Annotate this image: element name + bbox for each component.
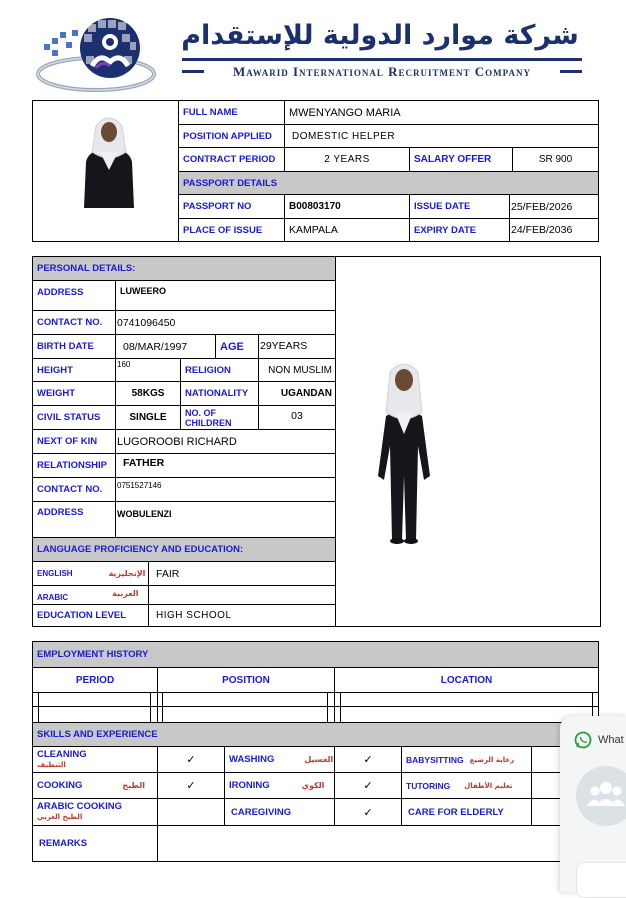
chat-widget-panel[interactable] [560, 716, 626, 892]
employment-header: EMPLOYMENT HISTORY [32, 641, 599, 668]
full-name-label: FULL NAME [178, 100, 285, 125]
arabic-label: ARABIC [37, 593, 69, 602]
cooking-arabic-label: الطبخ [122, 781, 145, 790]
contact-no-2-value: 0751527146 [115, 477, 336, 502]
ironing-label-cell [224, 772, 335, 799]
personal-details-header: PERSONAL DETAILS: [32, 256, 336, 281]
age-value: 29YEARS [258, 334, 336, 359]
address-value: LUWEERO [115, 280, 336, 311]
header-divider [182, 58, 582, 61]
employment-col-divider-2 [157, 692, 158, 723]
expiry-date-value: 24/FEB/2036 [509, 218, 599, 242]
company-arabic-name: شركة موارد الدولية للإستقدام [181, 20, 579, 51]
contract-value: 2 YEARS [284, 147, 410, 172]
arabic-label-cell [32, 585, 149, 605]
passport-details-header: PASSPORT DETAILS [178, 171, 599, 195]
chat-widget-text[interactable]: What [598, 734, 624, 746]
caregiving-label: CAREGIVING [224, 798, 335, 826]
weight-label: WEIGHT [32, 381, 116, 406]
next-of-kin-value: LUGOROOBI RICHARD [115, 429, 336, 454]
issue-date-label: ISSUE DATE [409, 194, 510, 219]
position-label: POSITION APPLIED [178, 124, 285, 148]
ironing-arabic-label: الكوي [301, 781, 325, 790]
relationship-label: RELATIONSHIP [32, 453, 116, 478]
whatsapp-icon[interactable] [574, 731, 592, 749]
washing-arabic-label: الغسيل [304, 755, 334, 764]
chat-input-box[interactable] [576, 862, 626, 898]
washing-tick: ✓ [334, 746, 402, 773]
contact-no-value: 0741096450 [115, 310, 336, 335]
children-label: NO. OF CHILDREN [180, 405, 259, 430]
cooking-tick: ✓ [157, 772, 225, 799]
skills-header: SKILLS AND EXPERIENCE [32, 722, 599, 747]
salary-value: SR 900 [512, 147, 599, 172]
period-column-header: PERIOD [32, 667, 158, 693]
portrait-photo-full [368, 356, 440, 544]
elderly-care-label: CARE FOR ELDERLY [401, 798, 532, 826]
company-logo [36, 12, 160, 94]
portrait-photo-small [78, 112, 140, 208]
passport-no-label: PASSPORT NO [178, 194, 285, 219]
header-right-rule [560, 70, 582, 73]
english-label-cell [32, 561, 149, 586]
arabic-level-value [148, 585, 336, 605]
contract-label: CONTRACT PERIOD [178, 147, 285, 172]
relationship-value: FATHER [115, 453, 336, 478]
tutoring-label: TUTORING [406, 780, 451, 791]
address-label: ADDRESS [32, 280, 116, 311]
remarks-value [157, 825, 599, 862]
salary-label: SALARY OFFER [409, 147, 513, 172]
cleaning-label: CLEANING [37, 748, 87, 760]
nationality-value: UGANDAN [258, 381, 336, 406]
cooking-label-cell [32, 772, 158, 799]
address-2-label: ADDRESS [32, 501, 116, 538]
civil-status-value: SINGLE [115, 405, 181, 430]
employment-col-divider-1 [150, 692, 151, 723]
caregiving-tick: ✓ [334, 798, 402, 826]
cleaning-arabic-label: التنظيف [37, 760, 66, 769]
english-arabic-label: الإنجليزية [108, 569, 146, 578]
english-label: ENGLISH [37, 569, 73, 578]
place-of-issue-value: KAMPALA [284, 218, 410, 242]
position-value: DOMESTIC HELPER [284, 124, 599, 148]
address-2-value: WOBULENZI [115, 501, 336, 538]
employment-col-divider-4 [327, 692, 328, 723]
location-column-header: LOCATION [334, 667, 599, 693]
civil-status-label: CIVIL STATUS [32, 405, 116, 430]
birth-date-value: 08/MAR/1997 [115, 334, 216, 359]
arabic-cooking-label: ARABIC COOKING [37, 801, 122, 812]
ironing-label: IRONING [229, 780, 270, 791]
age-label: AGE [215, 334, 259, 359]
employment-col-divider-6 [340, 692, 341, 723]
group-avatar-icon[interactable] [576, 766, 626, 826]
passport-no-value: B00803170 [284, 194, 410, 219]
employment-col-divider-3 [162, 692, 163, 723]
arabic-cooking-arabic-label: الطبخ العربي [37, 813, 83, 821]
full-name-value: MWENYANGO MARIA [284, 100, 599, 125]
next-of-kin-label: NEXT OF KIN [32, 429, 116, 454]
cooking-label: COOKING [37, 780, 83, 791]
expiry-date-label: EXPIRY DATE [409, 218, 510, 242]
header-left-rule [182, 70, 204, 73]
remarks-label: REMARKS [32, 825, 158, 862]
babysitting-arabic-label: رعاية الرضيع [469, 755, 515, 764]
washing-label: WASHING [229, 754, 275, 765]
religion-value: NON MUSLIM [258, 358, 336, 382]
tutoring-arabic-label: تعليم الأطفال [464, 781, 513, 790]
height-value: 160 [115, 358, 181, 382]
employment-row [32, 692, 599, 723]
children-value: 03 [258, 405, 336, 430]
contact-no-label: CONTACT NO. [32, 310, 116, 335]
english-level-value: FAIR [148, 561, 336, 586]
washing-label-cell [224, 746, 335, 773]
place-of-issue-label: PLACE OF ISSUE [178, 218, 285, 242]
ironing-tick: ✓ [334, 772, 402, 799]
issue-date-value: 25/FEB/2026 [509, 194, 599, 219]
height-label: HEIGHT [32, 358, 116, 382]
employment-row-line [32, 706, 599, 707]
birth-date-label: BIRTH DATE [32, 334, 116, 359]
arabic-cooking-label-cell [32, 798, 158, 826]
cleaning-label-cell [32, 746, 158, 773]
employment-col-divider-7 [38, 692, 39, 723]
babysitting-label-cell [401, 746, 532, 773]
contact-no-2-label: CONTACT NO. [32, 477, 116, 502]
language-header: LANGUAGE PROFICIENCY AND EDUCATION: [32, 537, 336, 562]
arabic-cooking-tick-cell [157, 798, 225, 826]
employment-col-divider-5 [334, 692, 335, 723]
religion-label: RELIGION [180, 358, 259, 382]
arabic-arabic-label: العربية [112, 589, 139, 598]
position-column-header: POSITION [157, 667, 335, 693]
education-value: HIGH SCHOOL [148, 604, 336, 627]
education-label: EDUCATION LEVEL [32, 604, 149, 627]
babysitting-label: BABYSITTING [406, 754, 464, 765]
weight-value: 58KGS [115, 381, 181, 406]
nationality-label: NATIONALITY [180, 381, 259, 406]
cleaning-tick: ✓ [157, 746, 225, 773]
tutoring-label-cell [401, 772, 532, 799]
company-english-name: Mawarid International Recruitment Company [232, 64, 532, 79]
